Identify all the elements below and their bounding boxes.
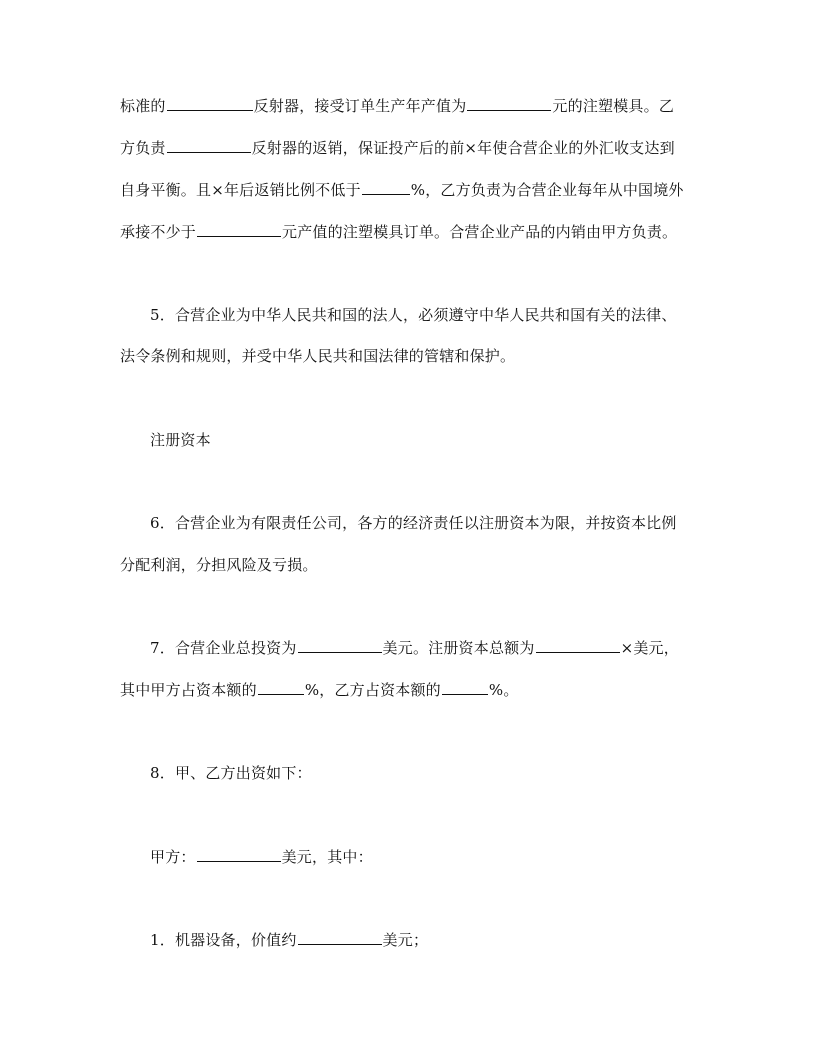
fill-blank[interactable]: [467, 96, 551, 111]
text-segment: 反射器的返销，保证投产后的前×年使合营企业的外汇收支达到: [251, 139, 675, 157]
text-segment: 美元。注册资本总额为: [382, 639, 535, 657]
text-segment: 注册资本: [150, 431, 211, 449]
paragraph-7-line-2: [120, 680, 519, 700]
fill-blank[interactable]: [298, 930, 382, 945]
text-segment: ×美元，: [620, 639, 679, 657]
text-segment: 元的注塑模具。乙: [552, 97, 675, 115]
text-segment: 方负责: [120, 139, 166, 157]
fill-blank[interactable]: [442, 680, 488, 695]
fill-blank[interactable]: [298, 638, 382, 653]
paragraph-7-line-1: [150, 638, 679, 658]
text-segment: 反射器，接受订单生产年产值为: [253, 97, 467, 115]
text-segment: 分配利润，分担风险及亏损。: [120, 556, 318, 574]
fill-blank[interactable]: [197, 847, 281, 862]
paragraph-6-line-2: [120, 555, 318, 575]
text-segment: 标准的: [120, 97, 166, 115]
fill-blank[interactable]: [258, 680, 304, 695]
party-a-contribution-line: [150, 847, 373, 867]
text-segment: 法令条例和规则，并受中华人民共和国法律的管辖和保护。: [120, 347, 516, 365]
fill-blank[interactable]: [167, 96, 253, 111]
paragraph-6-line-1: [150, 513, 677, 533]
text-segment: 元产值的注塑模具订单。合营企业产品的内销由甲方负责。: [282, 223, 678, 241]
text-segment: 6．合营企业为有限责任公司，各方的经济责任以注册资本为限，并按资本比例: [150, 514, 677, 532]
text-segment: %，乙方占资本额的: [304, 681, 441, 699]
fill-blank[interactable]: [362, 180, 410, 195]
paragraph-4-line-4: [120, 222, 677, 242]
paragraph-5-line-2: [120, 346, 515, 366]
fill-blank[interactable]: [197, 222, 281, 237]
text-segment: 美元；: [382, 931, 429, 949]
text-segment: 1．机器设备，价值约: [150, 931, 297, 949]
text-segment: %。: [488, 681, 519, 699]
paragraph-5-line-1: [150, 305, 677, 325]
paragraph-4-line-2: [120, 138, 675, 158]
text-segment: 5．合营企业为中华人民共和国的法人，必须遵守中华人民共和国有关的法律、: [150, 306, 677, 324]
section-heading-registered-capital: [150, 430, 211, 450]
paragraph-4-line-1: [120, 96, 674, 116]
paragraph-8-line-1: [150, 763, 312, 783]
text-segment: 其中甲方占资本额的: [120, 681, 257, 699]
text-segment: 7．合营企业总投资为: [150, 639, 297, 657]
text-segment: 自身平衡。且×年后返销比例不低于: [120, 181, 361, 199]
text-segment: 承接不少于: [120, 223, 197, 241]
text-segment: 8．甲、乙方出资如下：: [150, 764, 312, 782]
fill-blank[interactable]: [536, 638, 620, 653]
text-segment: 美元，其中：: [281, 848, 373, 866]
text-segment: %，乙方负责为合营企业每年从中国境外: [410, 181, 684, 199]
text-segment: 甲方：: [150, 848, 196, 866]
fill-blank[interactable]: [167, 138, 251, 153]
paragraph-4-line-3: [120, 180, 684, 200]
machinery-equipment-line: [150, 930, 428, 950]
